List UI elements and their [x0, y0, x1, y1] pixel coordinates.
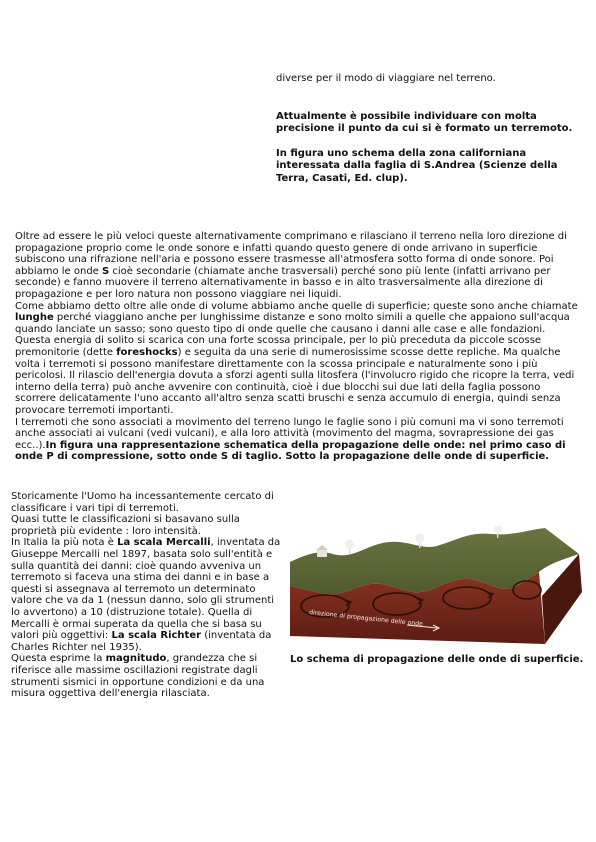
mercalli-richter-paragraph: In Italia la più nota è La scala Mercalli, inventata da Giuseppe Mercalli nel 1897, basata solo sull'entità e sulla quantità dei danni: cioè quando avveniva un terremoto si faceva una stima dei danni e in base a questi si assegnava al terremoto un determinato valore che va da 1 (nessun danno, solo gli strumenti lo avvertono) a 10 (distruzione totale). Quella di Mercalli è ormai superata da quella che si basa su valori più oggettivi: La scala Richter (inventata da Charles Richter nel 1935). — [11, 537, 281, 653]
s-waves-paragraph: Oltre ad essere le più veloci queste alternativamente comprimano e rilasciano il terreno nella loro direzione di propagazione proprio come le onde sonore e infatti quando questo genere di onde arrivano in superficie subiscono una rifrazione nell'aria e possono essere trasmesse all'atmosfera sotto forma di onde sonore. Poi abbiamo le onde S cioè secondarie (chiamate anche trasversali) perché sono più lente (infatti arrivano per seconde) e fanno muovere il terreno alternativamente in basso e in alto trasversalmente alla direzione di propagazione e per loro natura non possono viaggiare nei liquidi. — [15, 231, 567, 300]
faults-paragraph: I terremoti che sono associati a movimento del terreno lungo le faglie sono i più comuni ma vi sono terremoti anche associati ai vulcani (vedi vulcani), e alla loro attività (movimento del magma, sovrapressione dei gas ecc..).In figura una rappresentazione schematica della propagazione delle onde: nel primo caso di onde P di compressione, sotto onde S di taglio. Sotto la propagazione delle onde di superficie. — [15, 416, 566, 463]
magnitude-paragraph: Questa esprime la magnitudo, grandezza che si riferisce alle massime oscillazioni registrate dagli strumenti sismici in opportune condizioni e da una misura oggettiva dell'energia rilasciata. — [11, 653, 265, 700]
intro-bold-text — [276, 111, 576, 185]
term-foreshocks: foreshocks — [116, 346, 178, 358]
continuation-text: diverse per il modo di viaggiare nel terreno. — [276, 73, 496, 84]
figure-caption: Lo schema di propagazione delle onde di superficie. — [290, 654, 584, 665]
surface-wave-figure — [287, 526, 592, 648]
san-andreas-paragraph: In figura uno schema della zona californiana interessata dalla faglia di S.Andrea (Scienze della Terra, Casati, Ed. clup). — [276, 147, 558, 184]
figure-description: In figura una rappresentazione schematica della propagazione delle onde: nel primo caso di onde P di compressione, sotto onde S di taglio. Sotto la propagazione delle onde di superficie. — [15, 439, 566, 463]
energy-paragraph: Questa energia di solito si scarica con una forte scossa principale, per lo più preceduta da piccole scosse premonitorie (dette foreshocks) e seguita da una serie di numerosissime scosse dette repliche. Ma qualche volta i terremoti si possono manifestare direttamente con la scossa principale e naturalmente sono i più pericolosi. Il rilascio dell'energia dovuta a sforzi agenti sulla litosfera (l'involucro rigido che ricopre la terra, vedi interno della terra) può anche avvenire con continuità, cioè i due blocchi sui due lati della faglia possono scorrere delicatamente l'uno accanto all'altro senza scatti bruschi e senza accumulo di energia, quindi senza provocare terremoti importanti. — [15, 335, 575, 416]
surface-wave-illustration — [287, 526, 592, 648]
propagation-direction-label: direzione di propagazione delle onde — [308, 609, 424, 628]
tree-icon — [345, 540, 354, 555]
main-text — [15, 231, 581, 463]
history-text: Storicamente l'Uomo ha incessantemente cercato di classificare i vari tipi di terremoti. Quasi tutte le classificazioni si basavano sulla proprietà più evidente : loro intensità. In Italia la più nota è La scala Mercalli, inventata da Giuseppe Mercalli nel 1897, basata solo sull'entità e sulla quantità dei danni: cioè quando avveniva un terremoto si faceva una stima dei danni e in base a questi si assegnava al terremoto un determinato valore che va da 1 (nessun danno, solo gli strumenti lo avvertono) a 10 (distruzione totale). Quella di Mercalli è ormai superata da quella che si basa su valori più oggettivi: La scala Richter (inventata da Charles Richter nel 1935). Questa esprime la magnitudo, grandezza che si riferisce alle massime oscillazioni registrate dagli strumenti sismici in opportune condizioni e da una misura oggettiva dell'energia rilasciata. — [11, 491, 286, 700]
term-richter: La scala Richter — [111, 630, 202, 642]
term-lunghe: lunghe — [15, 312, 54, 324]
surface-waves-paragraph: Come abbiamo detto oltre alle onde di volume abbiamo anche quelle di superficie; queste sono anche chiamate lunghe perché viaggiano anche per lunghissime distanze e sono molto simili a quelle che appaiono sull'acqua quando lanciate un sasso; sono questo tipo di onde quelle che causano i danni alle case e alle fondazioni. — [15, 300, 578, 335]
term-magnitudo: magnitudo — [105, 653, 167, 665]
house-icon — [316, 545, 328, 557]
precision-paragraph: Attualmente è possibile individuare con molta precisione il punto da cui si è formato un terremoto. — [276, 111, 573, 135]
term-s: S — [102, 265, 110, 277]
block-side-face — [542, 554, 582, 644]
term-mercalli: La scala Mercalli — [117, 537, 211, 549]
